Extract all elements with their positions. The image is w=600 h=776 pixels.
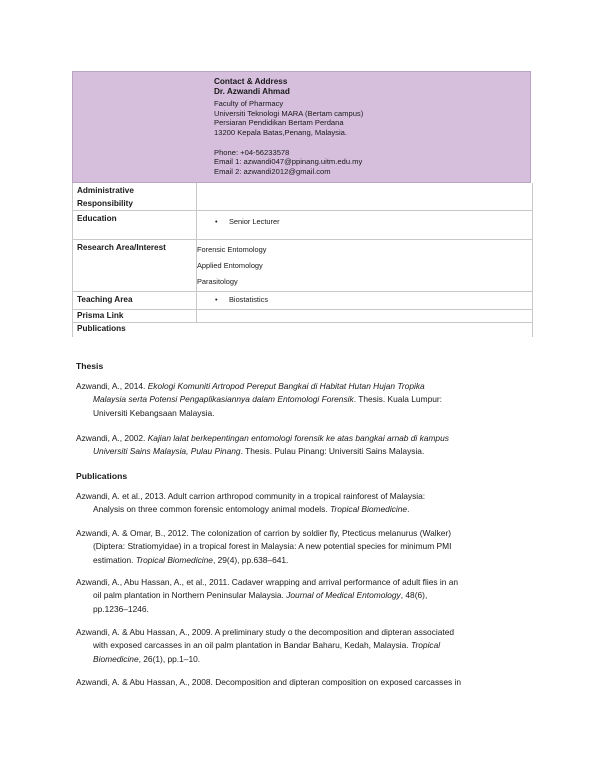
publications-label: Publications xyxy=(77,324,126,333)
row-research xyxy=(73,240,532,292)
contact-email-2: Email 2: azwandi2012@gmail.com xyxy=(214,166,331,176)
contact-block xyxy=(214,77,363,176)
admin-value xyxy=(196,183,197,210)
row-teaching xyxy=(73,292,532,310)
prisma-value xyxy=(196,310,197,322)
thesis-heading: Thesis xyxy=(76,361,104,371)
teaching-item: • Biostatistics xyxy=(215,295,269,304)
address-line: Persiaran Pendidikan Bertam Perdana xyxy=(214,118,344,128)
contact-box xyxy=(72,71,531,183)
publication-entry: Azwandi, A., Abu Hassan, A., et al., 2011. Cadaver wrapping and arrival performance of adult flies in an oil palm plantation in Northern Peninsular Malaysia. Journal of Medical Entomology, 48(6), pp.1236–1246. xyxy=(76,577,459,614)
address-line: Faculty of Pharmacy xyxy=(214,99,284,109)
publication-entry: Azwandi, A. & Omar, B., 2012. The colonization of carrion by soldier fly, Ptecticus melanurus (Walker) (Diptera: Stratiomyidae) in a tropical forest in Malaysia: A new potential species for minimum PMI estimation. Tropical Biomedicine, 29(4), pp.638–641. xyxy=(76,528,452,565)
contact-phone: Phone: +04-56233578 xyxy=(214,147,290,157)
row-publications xyxy=(73,323,532,337)
education-label: Education xyxy=(77,214,117,223)
prisma-label: Prisma Link xyxy=(77,311,124,320)
teaching-label: Teaching Area xyxy=(77,295,133,304)
row-education xyxy=(73,211,532,240)
research-item: Parasitology xyxy=(197,277,238,286)
education-item: • Senior Lecturer xyxy=(215,217,280,226)
publication-entry: Azwandi, A. et al., 2013. Adult carrion arthropod community in a tropical rainforest of Malaysia: Analysis on three common forensic entomology animal models. Tropical Biomedicine. xyxy=(76,491,426,515)
thesis-entry: Azwandi, A., 2002. Kajian lalat berkepentingan entomologi forensik ke atas bangkai arnab di kampus Universiti Sains Malaysia, Pulau Pinang. Thesis. Pulau Pinang: Universiti Sains Malaysia. xyxy=(76,433,449,457)
row-prisma xyxy=(73,310,532,323)
bullet-icon: • xyxy=(215,217,218,226)
contact-name: Dr. Azwandi Ahmad xyxy=(214,86,290,96)
research-item: Forensic Entomology xyxy=(197,245,267,254)
publications-heading: Publications xyxy=(76,471,128,481)
research-item: Applied Entomology xyxy=(197,261,263,270)
address-line: Universiti Teknologi MARA (Bertam campus) xyxy=(214,108,364,118)
admin-label-2: Responsibility xyxy=(77,199,133,208)
row-administrative xyxy=(73,183,532,211)
thesis-entry: Azwandi, A., 2014. Ekologi Komuniti Artropod Pereput Bangkai di Habitat Hutan Hujan Tropika Malaysia serta Potensi Pengaplikasiannya dalam Entomologi Forensik. Thesis. Kuala Lumpur: Universiti Kebangsaan Malaysia. xyxy=(76,381,442,418)
publication-entry: Azwandi, A. & Abu Hassan, A., 2008. Decomposition and dipteran composition on exposed carcasses in xyxy=(76,677,462,687)
contact-email-1: Email 1: azwandi047@ppinang.uitm.edu.my xyxy=(214,157,363,167)
profile-table xyxy=(72,183,533,337)
publication-entry: Azwandi, A. & Abu Hassan, A., 2009. A preliminary study o the decomposition and dipteran associated with exposed carcasses in an oil palm plantation in Bandar Baharu, Kedah, Malaysia. Tropical Biomedicine, 26(1), pp.1–10. xyxy=(76,627,455,664)
research-label: Research Area/Interest xyxy=(77,243,166,252)
contact-heading: Contact & Address xyxy=(214,77,288,86)
bullet-icon: • xyxy=(215,295,218,304)
admin-label: Administrative xyxy=(77,186,134,195)
address-line: 13200 Kepala Batas,Penang, Malaysia. xyxy=(214,127,347,137)
